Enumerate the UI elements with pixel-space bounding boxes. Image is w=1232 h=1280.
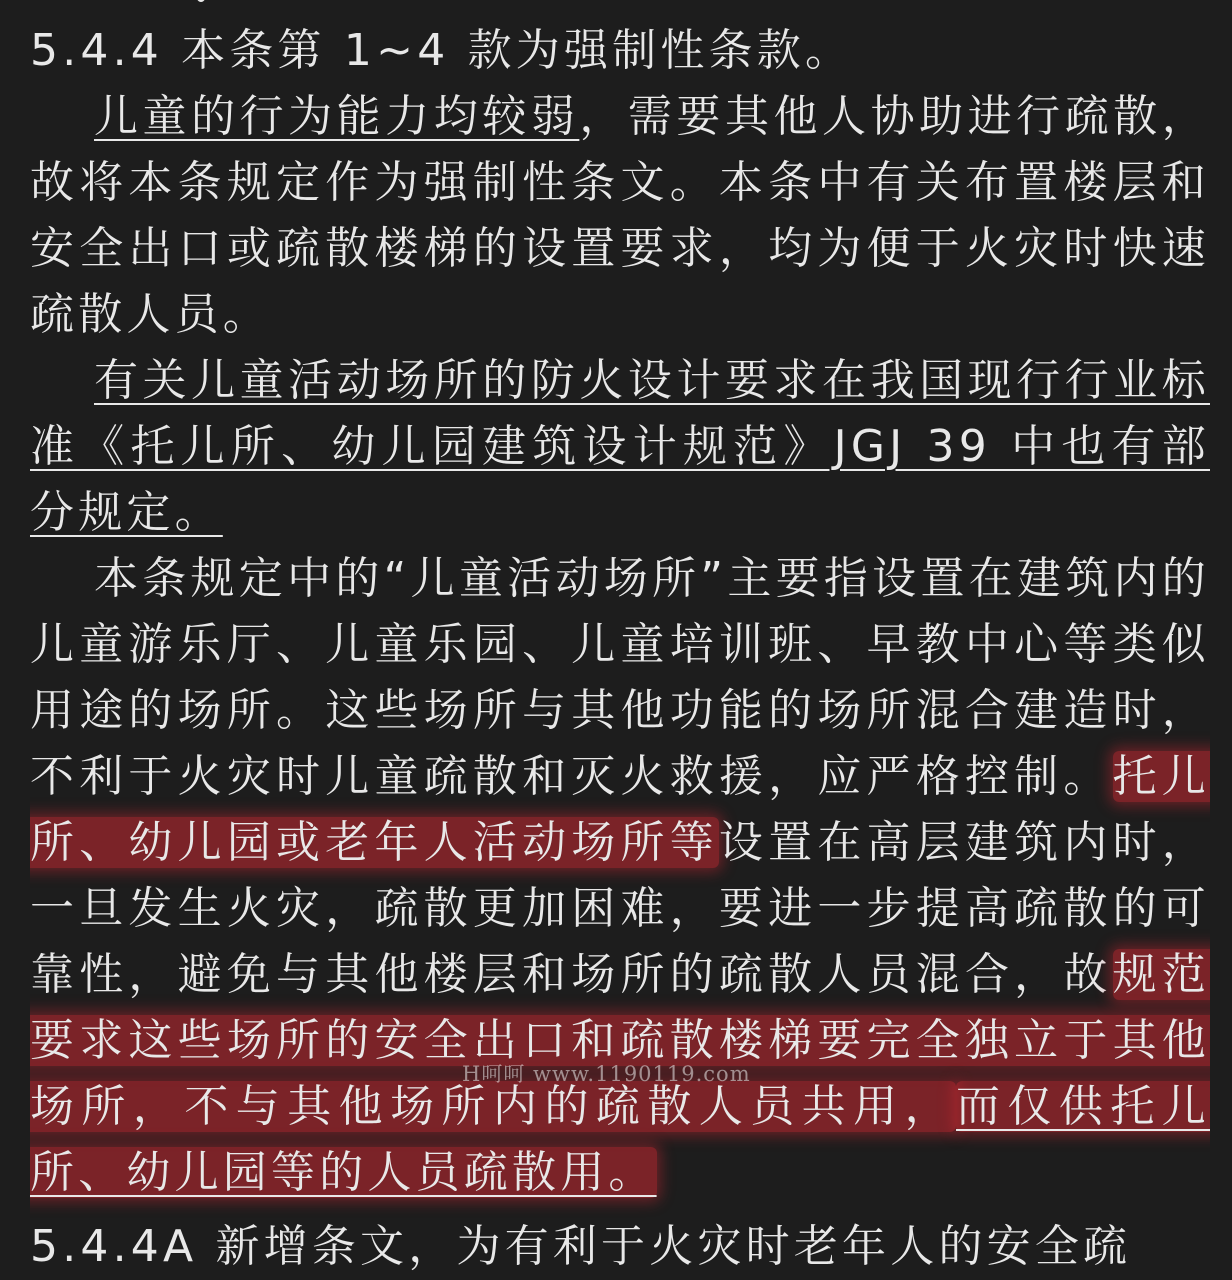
- highlight-mark-2: 规范要求这些场所的安全出口和疏散楼梯要完全独立于其他场所，不与其他场所内的疏散人员共用，: [30, 949, 1210, 1132]
- paragraph-2: [30, 348, 1210, 546]
- paragraph-3-text: 本条规定中的“儿童活动场所”主要指设置在建筑内的儿童游乐厅、儿童乐园、儿童培训班、早教中心等类似用途的场所。这些场所与其他功能的场所混合建造时，不利于火灾时儿童疏散和灭火救援，应严格控制。: [30, 553, 1210, 802]
- paragraph-1: [30, 84, 1210, 348]
- site-watermark: H呵呵 www.1190119.com: [462, 1062, 751, 1086]
- paragraph-3-mid-text: 设置在高层建筑内时，一旦发生火灾，疏散更加困难，要进一步提高疏散的可靠性，避免与其他楼层和场所的疏散人员混合，故: [30, 817, 1210, 1000]
- next-clause-heading-partial: 5.4.4A 新增条文，为有利于火灾时老年人的安全疏: [30, 1221, 1132, 1272]
- underlined-reference-text: 有关儿童活动场所的防火设计要求在我国现行行业标准《托儿所、幼儿园建筑设计规范》JGJ 39 中也有部分规定。: [30, 355, 1210, 538]
- clause-heading: 5.4.4 本条第 1~4 款为强制性条款。: [30, 25, 854, 76]
- paragraph-1-text: ，需要其他人协助进行疏散，故将本条规定作为强制性条文。本条中有关布置楼层和安全出口或疏散楼梯的设置要求，均为便于火灾时快速疏散人员。: [30, 91, 1210, 340]
- document-page: [30, 18, 1210, 1206]
- paragraph-3: [30, 546, 1210, 1206]
- highlight-mark-3: 而仅供托儿所、幼儿园等的人员疏散用。: [30, 1081, 1210, 1198]
- highlight-mark-1: 托儿所、幼儿园或老年人活动场所等: [30, 751, 1210, 868]
- clipped-glyph-mark: [196, 0, 206, 2]
- underlined-text: 儿童的行为能力均较弱: [94, 91, 580, 142]
